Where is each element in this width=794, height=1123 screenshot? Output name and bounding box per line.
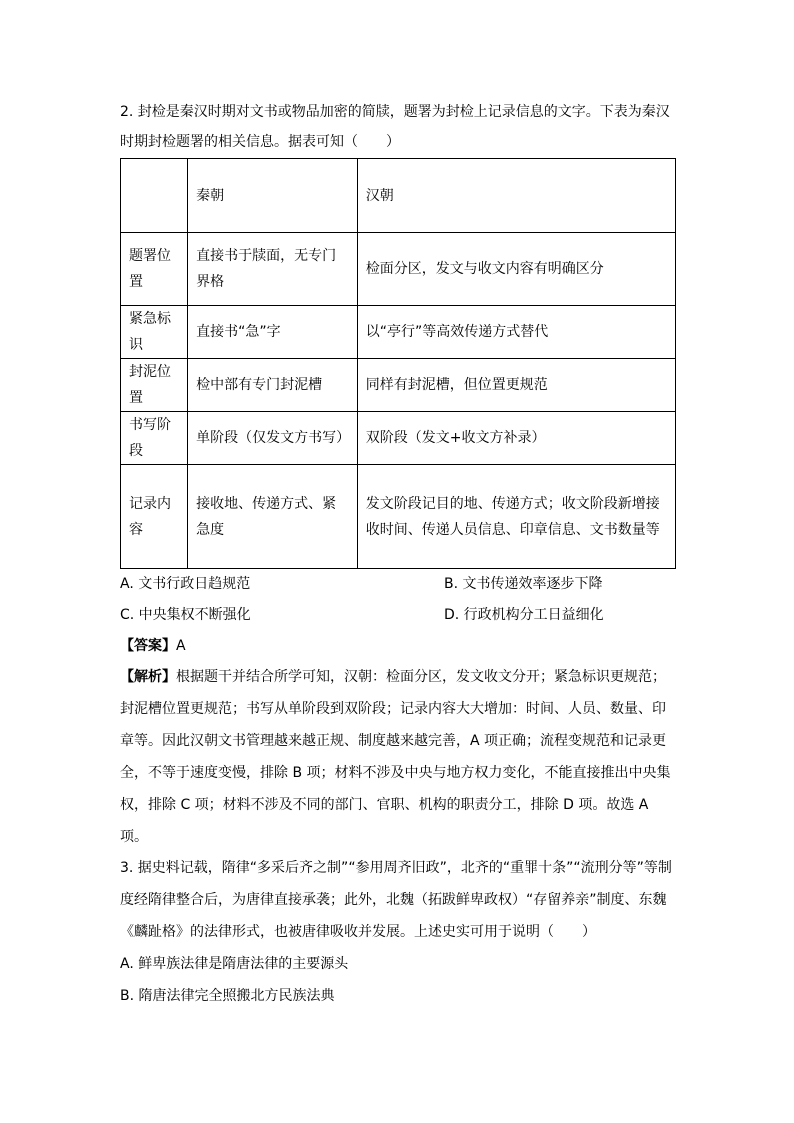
qin-cell: 单阶段（仅发文方书写）: [188, 412, 358, 465]
q2-option-c: C. 中央集权不断强化: [120, 607, 251, 623]
analysis-tag: 【解析】: [120, 669, 176, 685]
answer-value: A: [176, 638, 186, 654]
row-label: 紧急标识: [121, 306, 188, 359]
q2-stem-line-1: 2. 封检是秦汉时期对文书或物品加密的简牍，题署为封检上记录信息的文字。下表为秦汉: [120, 104, 670, 120]
analysis-text: 根据题干并结合所学可知，汉朝：检面分区，发文收文分开；紧急标识更规范；: [176, 669, 666, 685]
table-row: [121, 233, 676, 306]
table-row: [121, 465, 676, 569]
q2-answer: [120, 636, 186, 656]
qin-cell: 接收地、传递方式、紧急度: [188, 465, 358, 569]
table-row: [121, 412, 676, 465]
han-cell: 检面分区，发文与收文内容有明确区分: [357, 233, 675, 306]
header-cell-han: 汉朝: [357, 159, 675, 233]
qin-cell: 直接书“急”字: [188, 306, 358, 359]
table-header-row: [121, 159, 676, 233]
q2-option-d: D. 行政机构分工日益细化: [444, 607, 604, 623]
table-row: [121, 306, 676, 359]
q2-option-a: A. 文书行政日趋规范: [120, 576, 251, 592]
q2-analysis-line-6: 项。: [120, 829, 148, 845]
q2-analysis-line-3: 章等。因此汉朝文书管理越来越正规、制度越来越完善，A 项正确；流程变规范和记录更: [120, 733, 667, 749]
header-cell-empty: [121, 159, 188, 233]
han-cell: 双阶段（发文+收文方补录）: [357, 412, 675, 465]
han-cell: 发文阶段记目的地、传递方式；收文阶段新增接收时间、传递人员信息、印章信息、文书数量等: [357, 465, 675, 569]
q3-option-a: A. 鲜卑族法律是隋唐法律的主要源头: [120, 956, 349, 972]
row-label: 书写阶段: [121, 412, 188, 465]
q3-stem-line-2: 度经隋律整合后，为唐律直接承袭；此外，北魏（拓跋鲜卑政权）“存留养亲”制度、东魏: [120, 892, 667, 908]
answer-tag: 【答案】: [120, 638, 176, 654]
qin-cell: 检中部有专门封泥槽: [188, 359, 358, 412]
q2-analysis-line-2: 封泥槽位置更规范；书写从单阶段到双阶段；记录内容大大增加：时间、人员、数量、印: [120, 701, 666, 717]
info-table: [120, 158, 676, 569]
q2-analysis-line-4: 全，不等于速度变慢，排除 B 项；材料不涉及中央与地方权力变化，不能直接推出中央集: [120, 765, 671, 781]
han-cell: 以“亭行”等高效传递方式替代: [357, 306, 675, 359]
row-label: 封泥位置: [121, 359, 188, 412]
table-row: [121, 359, 676, 412]
row-label: 题署位置: [121, 233, 188, 306]
header-cell-qin: 秦朝: [188, 159, 358, 233]
q2-stem-line-2: 时期封检题署的相关信息。据表可知（ ）: [120, 134, 400, 150]
q2-analysis-line-1: [120, 667, 666, 687]
han-cell: 同样有封泥槽，但位置更规范: [357, 359, 675, 412]
q3-stem-line-1: 3. 据史料记载，隋律“多采后齐之制”“参用周齐旧政”，北齐的“重罪十条”“流刑分等”等制: [120, 860, 672, 876]
qin-cell: 直接书于牍面，无专门界格: [188, 233, 358, 306]
row-label: 记录内容: [121, 465, 188, 569]
q2-option-b: B. 文书传递效率逐步下降: [444, 576, 603, 592]
q3-stem-line-3: 《麟趾格》的法律形式，也被唐律吸收并发展。上述史实可用于说明（ ）: [120, 924, 596, 940]
q3-option-b: B. 隋唐法律完全照搬北方民族法典: [120, 988, 335, 1004]
q2-analysis-line-5: 权，排除 C 项；材料不涉及不同的部门、官职、机构的职责分工，排除 D 项。故选 A: [120, 797, 649, 813]
